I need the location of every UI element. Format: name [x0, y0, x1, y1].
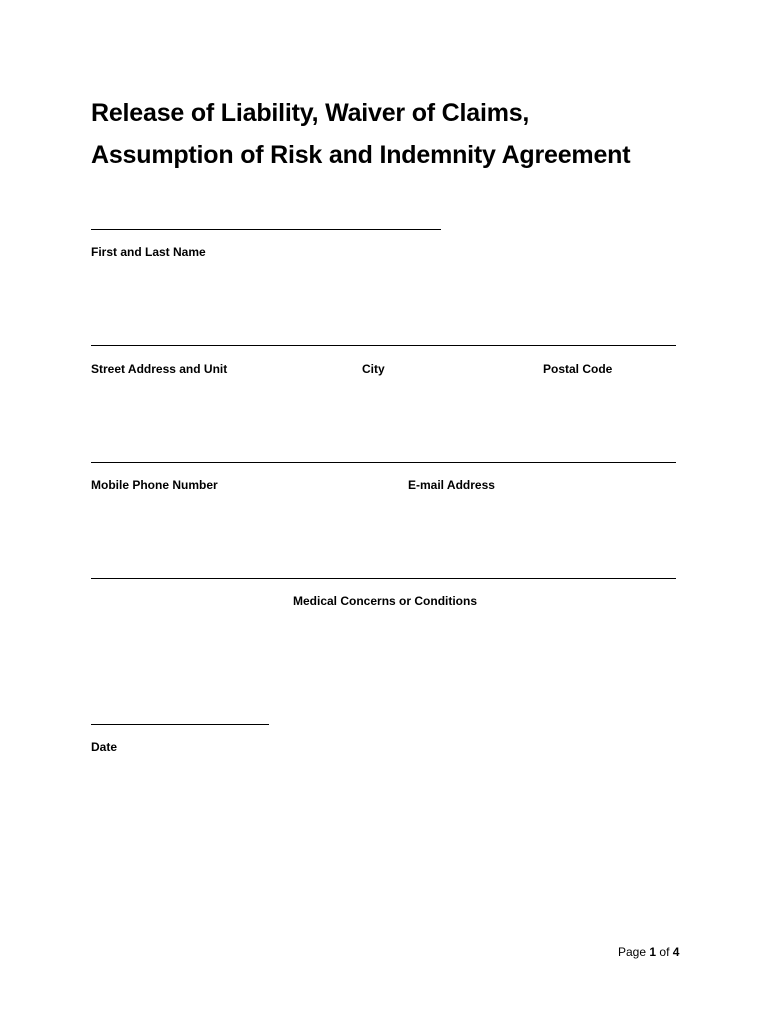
contact-signature-line[interactable]	[91, 462, 676, 463]
mobile-phone-label: Mobile Phone Number	[91, 478, 218, 492]
address-signature-line[interactable]	[91, 345, 676, 346]
city-label: City	[362, 362, 385, 376]
street-address-label: Street Address and Unit	[91, 362, 228, 376]
page-number-footer	[618, 945, 679, 959]
document-title-line-2: Assumption of Risk and Indemnity Agreement	[91, 141, 631, 169]
total-page-count: 4	[672, 945, 680, 959]
medical-concerns-label: Medical Concerns or Conditions	[293, 594, 478, 608]
medical-signature-line[interactable]	[91, 578, 676, 579]
name-signature-line[interactable]	[91, 229, 441, 230]
postal-code-label: Postal Code	[543, 362, 613, 376]
name-label: First and Last Name	[91, 245, 206, 259]
date-label: Date	[91, 740, 118, 754]
email-address-label: E-mail Address	[408, 478, 495, 492]
document-title-line-1: Release of Liability, Waiver of Claims,	[91, 99, 530, 127]
of-word: of	[659, 945, 670, 959]
current-page-number: 1	[649, 945, 657, 959]
page-word: Page	[618, 945, 647, 959]
date-signature-line[interactable]	[91, 724, 269, 725]
